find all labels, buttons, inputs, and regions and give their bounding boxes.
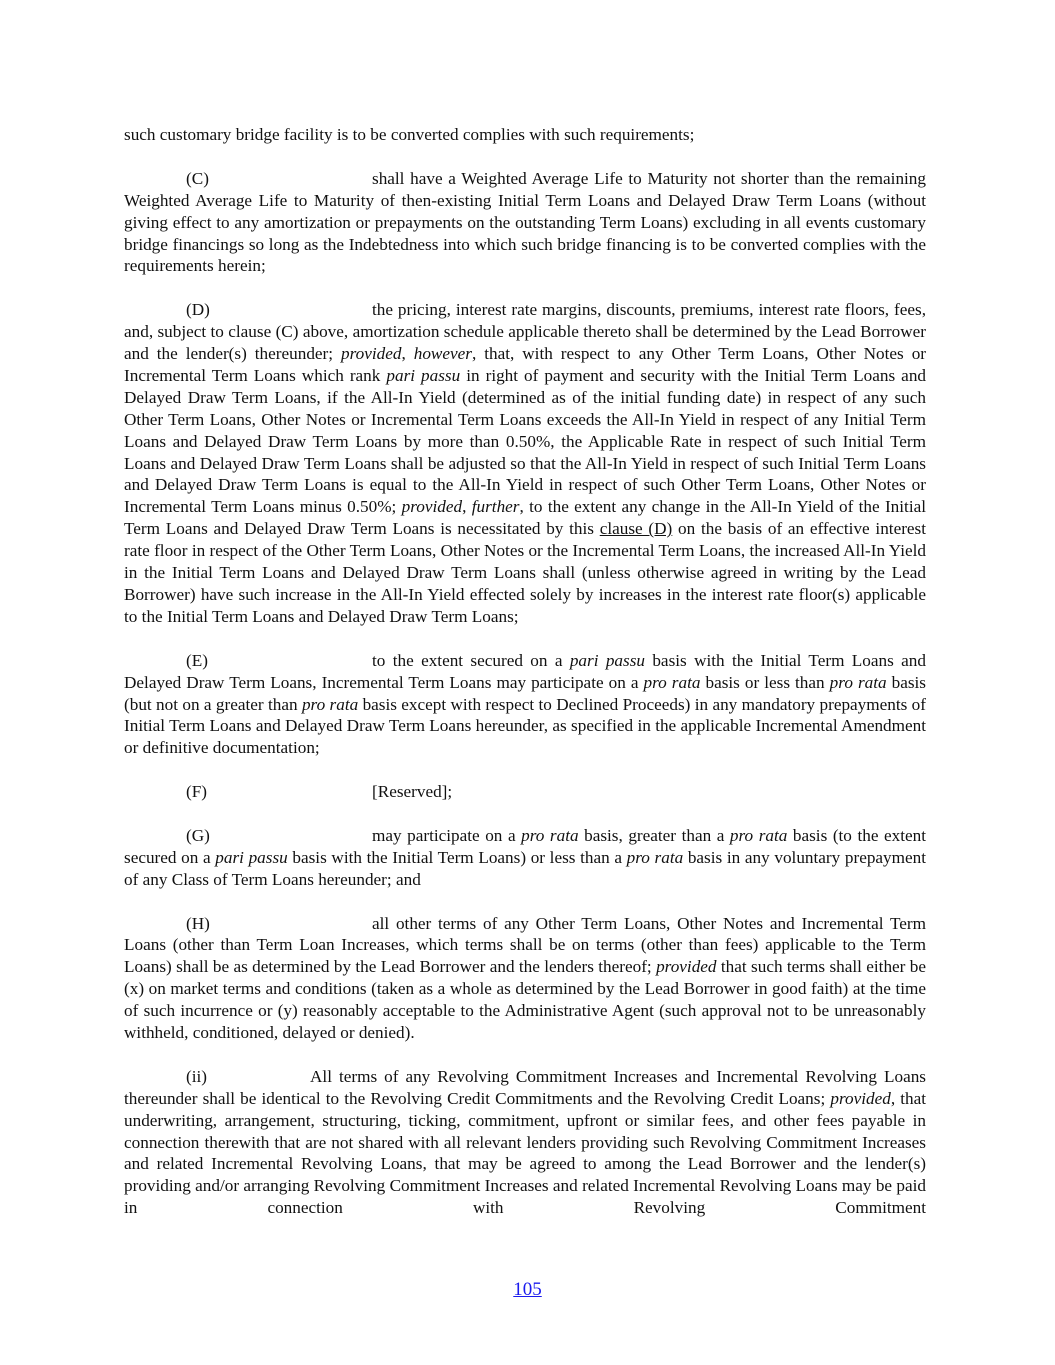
clause-ii-emphasis: provided (830, 1088, 891, 1108)
clause-e-text: basis or less than (700, 672, 830, 692)
clause-e-text: to the extent secured on a (372, 650, 570, 670)
clause-e-text: basis with the Initial Term Loans and Delayed Draw Term Loans, Incremental Term Loans may participate on a (124, 650, 926, 692)
clause-c-label: (C) (186, 168, 209, 188)
clause-f-label: (F) (186, 782, 208, 802)
intro-paragraph (124, 124, 926, 146)
clause-d-text: , (401, 344, 414, 364)
clause-h-text: all other terms of any Other Term Loans, Other Notes and Incremental Term Loans (other than Term Loan Increases, which terms shall be on terms (other than fees) applicable to the Term Loans) shall be as determined by the Lead Borrower and the lenders thereof; (124, 913, 926, 977)
clause-h-emphasis: provided (656, 957, 717, 977)
clause-c-paragraph (124, 168, 926, 278)
clause-c-text: shall have a Weighted Average Life to Maturity not shorter than the remaining Weighted Average Life to Maturity of then-existing Initial Term Loans and Delayed Draw Term Loans (without giving effect to any amortization or prepayments on the outstanding Term Loans) excluding in all events customary bridge financings so long as the Indebtedness into which such bridge financing is to be converted complies with the requirements herein; (124, 168, 926, 276)
clause-e-paragraph (124, 650, 926, 760)
clause-ii-text: All terms of any Revolving Commitment Increases and Incremental Revolving Loans thereunder shall be identical to the Revolving Credit Commitments and the Revolving Credit Loans; (124, 1066, 926, 1108)
clause-d-label: (D) (186, 300, 210, 320)
clause-f-paragraph (124, 781, 926, 803)
clause-g-label: (G) (186, 825, 210, 845)
clause-g-emphasis: pro rata (626, 847, 684, 867)
clause-d-text: in right of payment and security with the Initial Term Loans and Delayed Draw Term Loans, if the All-In Yield (determined as of the initial funding date) in respect of any such Other Term Loans, Other Notes or Incremental Term Loans exceeds the All-In Yield in respect of any Initial Term Loans and Delayed Draw Term Loans by more than 0.50%, the Applicable Rate in respect of such Initial Term Loans and Delayed Draw Term Loans shall be adjusted so that the All-In Yield in respect of such Initial Term Loans and Delayed Draw Term Loans is equal to the All-In Yield in respect of such Other Term Loans, Other Notes or Incremental Term Loans minus 0.50%; (124, 365, 927, 517)
clause-d-emphasis: however (413, 344, 472, 364)
clause-d-text: on the basis of an effective interest rate floor in respect of the Other Term Loans, Other Notes or the Incremental Term Loans, the increased All-In Yield in the Initial Term Loans and Delayed Draw Term Loans shall (unless otherwise agreed in writing by the Lead Borrower) have such increase in the All-In Yield effected solely by increases in the interest rate floor(s) applicable to the Initial Term Loans and Delayed Draw Term Loans; (124, 519, 927, 626)
clause-e-text: basis except with respect to Declined Proceeds) in any mandatory prepayments of Initial Term Loans and Delayed Draw Term Loans hereunder, as specified in the applicable Incremental Amendment or definitive documentation; (124, 694, 926, 758)
clause-e-emphasis: pro rata (829, 672, 887, 692)
clause-g-text: basis (to the extent secured on a (124, 825, 926, 867)
clause-d-text: the pricing, interest rate margins, discounts, premiums, interest rate floors, fees, and, subject to clause (C) above, amortization schedule applicable thereto shall be determined by the Lead Borrower and the lender(s) thereunder; (124, 300, 926, 364)
clause-g-text: basis, greater than a (578, 825, 730, 845)
clause-d-emphasis: further (471, 497, 520, 517)
document-page (124, 124, 926, 1241)
clause-e-emphasis: pro rata (301, 694, 359, 714)
clause-g-text: basis with the Initial Term Loans) or less than a (287, 847, 627, 867)
intro-text: such customary bridge facility is to be converted complies with such requirements; (124, 125, 695, 144)
clause-h-paragraph (124, 913, 926, 1044)
clause-g-emphasis: pro rata (729, 825, 788, 845)
clause-d-paragraph (124, 299, 926, 628)
clause-g-emphasis: pari passu (215, 847, 288, 867)
clause-ii-label: (ii) (186, 1066, 207, 1086)
clause-h-text: that such terms shall either be (x) on market terms and conditions (taken as a whole as determined by the Lead Borrower in good faith) at the time of such incurrence or (y) reasonably acceptable to the Administrative Agent (such approval not to be unreasonably withheld, conditioned, delayed or denied). (124, 957, 926, 1043)
clause-ii-text: , that underwriting, arrangement, structuring, ticking, commitment, upfront or similar fees, and other fees payable in connection therewith that are not shared with all relevant lenders providing such Revolving Commitment Increases and related Incremental Revolving Loans, that may be agreed to among the Lead Borrower and the lender(s) providing and/or arranging Revolving Commitment Increases and related Incremental Revolving Loans may be paid in connection with Revolving Commitment (124, 1088, 926, 1218)
clause-ii-paragraph (124, 1066, 926, 1219)
clause-d-text: , (462, 497, 472, 517)
clause-d-text: , that, with respect to any Other Term Loans, Other Notes or Incremental Term Loans which rank (124, 344, 927, 385)
clause-e-emphasis: pro rata (643, 672, 701, 692)
clause-e-text: basis (but not on a greater than (124, 672, 926, 714)
clause-g-emphasis: pro rata (521, 825, 579, 845)
page-number-link[interactable]: 105 (513, 1279, 542, 1300)
clause-d-cross-reference: clause (D) (599, 519, 673, 539)
clause-d-emphasis: provided (341, 344, 402, 364)
clause-g-text: may participate on a (372, 825, 522, 845)
clause-d-emphasis: pari passu (386, 365, 461, 385)
clause-g-paragraph (124, 825, 926, 891)
clause-f-text: [Reserved]; (372, 782, 453, 802)
clause-d-text: , to the extent any change in the All-In Yield of the Initial Term Loans and Delayed Draw Term Loans is necessitated by this (124, 497, 927, 539)
clause-h-label: (H) (186, 913, 210, 933)
clause-e-emphasis: pari passu (569, 650, 645, 670)
clause-e-label: (E) (186, 650, 208, 670)
clause-g-text: basis in any voluntary prepayment of any Class of Term Loans hereunder; and (124, 847, 927, 889)
clause-d-emphasis: provided (401, 497, 463, 517)
